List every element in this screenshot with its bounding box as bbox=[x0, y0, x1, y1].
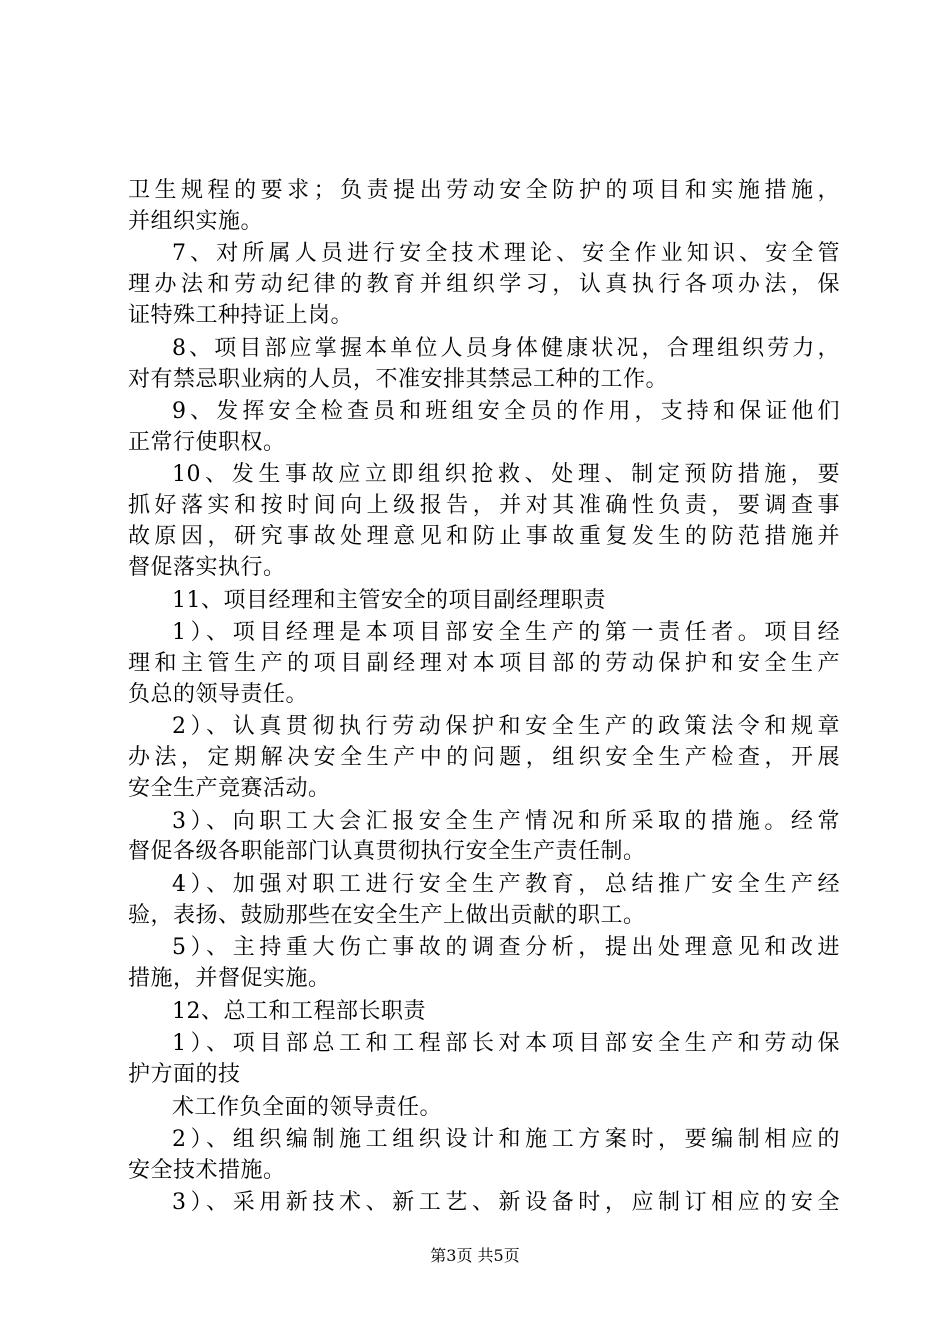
text-line: 9、发挥安全检查员和班组安全员的作用，支持和保证他们 bbox=[172, 399, 840, 425]
text-line: 证特殊工种持证上岗。 bbox=[128, 303, 354, 329]
text-line: 理办法和劳动纪律的教育并组织学习，认真执行各项办法，保 bbox=[128, 272, 840, 298]
text-line: 4）、加强对职工进行安全生产教育，总结推广安全生产经 bbox=[172, 871, 840, 897]
text-line: 理和主管生产的项目副经理对本项目部的劳动保护和安全生产 bbox=[128, 650, 840, 676]
text-line: 10、发生事故应立即组织抢救、处理、制定预防措施，要 bbox=[172, 462, 840, 488]
document-body bbox=[128, 176, 840, 1219]
text-line: 护方面的技 bbox=[128, 1062, 241, 1088]
text-line: 1）、项目部总工和工程部长对本项目部安全生产和劳动保 bbox=[172, 1031, 840, 1057]
text-line: 卫生规程的要求；负责提出劳动安全防护的项目和实施措施， bbox=[128, 178, 840, 203]
text-line: 办法，定期解决安全生产中的问题，组织安全生产检查，开展 bbox=[128, 745, 840, 771]
text-line: 5）、主持重大伤亡事故的调查分析，提出处理意见和改进 bbox=[172, 935, 840, 961]
text-line: 1）、项目经理是本项目部安全生产的第一责任者。项目经 bbox=[172, 620, 840, 646]
text-line: 并组织实施。 bbox=[128, 208, 264, 234]
text-line: 督促各级各职能部门认真贯彻执行安全生产责任制。 bbox=[128, 839, 646, 865]
text-line: 2）、组织编制施工组织设计和施工方案时，要编制相应的 bbox=[172, 1127, 840, 1153]
text-line: 3）、采用新技术、新工艺、新设备时，应制订相应的安全 bbox=[172, 1190, 840, 1216]
text-line: 正常行使职权。 bbox=[128, 429, 286, 455]
text-line: 11、项目经理和主管安全的项目副经理职责 bbox=[172, 587, 606, 613]
text-line: 8、项目部应掌握本单位人员身体健康状况，合理组织劳力， bbox=[172, 335, 840, 361]
text-line: 术工作负全面的领导责任。 bbox=[172, 1094, 443, 1120]
text-line: 抓好落实和按时间向上级报告，并对其准确性负责，要调查事 bbox=[128, 493, 840, 519]
text-line: 3）、向职工大会汇报安全生产情况和所采取的措施。经常 bbox=[172, 808, 840, 834]
text-line: 2）、认真贯彻执行劳动保护和安全生产的政策法令和规章 bbox=[172, 714, 840, 740]
text-line: 措施，并督促实施。 bbox=[128, 966, 331, 992]
page-footer: 第3页 共5页 bbox=[430, 1246, 520, 1265]
text-line: 故原因，研究事故处理意见和防止事故重复发生的防范措施并 bbox=[128, 524, 840, 550]
text-line: 12、总工和工程部长职责 bbox=[172, 998, 426, 1024]
text-line: 安全技术措施。 bbox=[128, 1157, 286, 1183]
text-line: 7、对所属人员进行安全技术理论、安全作业知识、安全管 bbox=[172, 241, 840, 267]
text-line: 对有禁忌职业病的人员，不准安排其禁忌工种的工作。 bbox=[128, 366, 669, 392]
text-line: 负总的领导责任。 bbox=[128, 681, 309, 707]
text-line: 安全生产竞赛活动。 bbox=[128, 776, 331, 802]
text-line: 督促落实执行。 bbox=[128, 555, 286, 581]
text-line: 验，表扬、鼓励那些在安全生产上做出贡献的职工。 bbox=[128, 902, 646, 928]
